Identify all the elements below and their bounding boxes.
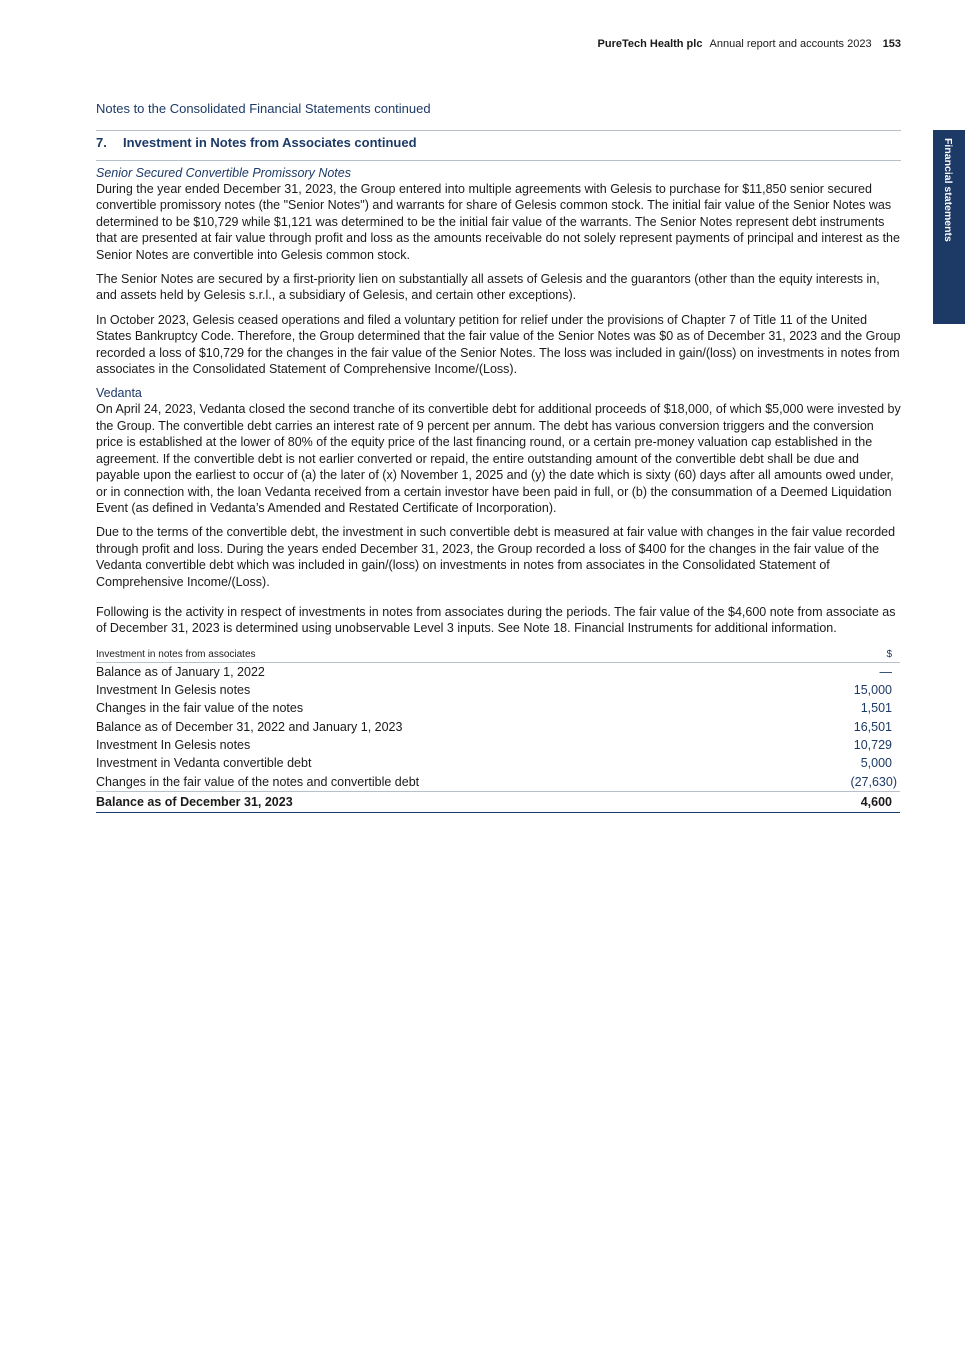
section-divider: [96, 160, 901, 161]
senior-notes-heading: Senior Secured Convertible Promissory Notes: [96, 166, 351, 180]
table-row: [96, 754, 900, 772]
section-title: Investment in Notes from Associates continued: [123, 135, 417, 150]
activity-table: [96, 649, 900, 813]
table-row: [96, 773, 900, 792]
row-value: —: [879, 664, 892, 679]
total-value: 4,600: [793, 791, 900, 812]
activity-intro: Following is the activity in respect of investments in notes from associates during the periods. The fair value of the $4,600 note from associate as of December 31, 2023 is determined using unobservable Level 3 inputs. See Note 18. Financial Instruments for additional information.: [96, 604, 896, 636]
paragraph: In October 2023, Gelesis ceased operations and filed a voluntary petition for relief under the provisions of Chapter 7 of Title 11 of the United States Bankruptcy Code. Therefore, the Group determined that the fair value of the Senior Notes was $0 as of December 31, 2023 and the Group recorded a loss of $10,729 for the changes in the fair value of the Senior Notes. The loss was included in gain/(loss) on investments in notes from associates in the Consolidated Statement of Comprehensive Income/(Loss).: [96, 312, 901, 377]
row-value: 5,000: [860, 756, 892, 771]
table-header-label: Investment in notes from associates: [96, 649, 793, 663]
row-value: 16,501: [853, 719, 892, 734]
section-heading: [96, 131, 901, 160]
row-label: Balance as of December 31, 2022 and January 1, 2023: [96, 719, 403, 734]
row-label: Investment In Gelesis notes: [96, 683, 251, 698]
paragraph: On April 24, 2023, Vedanta closed the second tranche of its convertible debt for additional proceeds of $18,000, of which $5,000 were invested by the Group. The convertible debt carries an interest rate of 9 percent per annum. The debt has various conversion triggers and the conversion price is established at the lower of 80% of the equity price of the last financing round, or a certain pre-money valuation cap established in the agreement. If the convertible debt is not earlier converted or repaid, the entire outstanding amount of the convertible debt shall be due and payable upon the earliest to occur of (a) the later of (x) November 1, 2025 and (y) the date which is sixty (60) days after all amounts owed under, or in connection with, the loan Vedanta received from a certain investor have been paid in full, or (b) the consummation of a Deemed Liquidation Event (as defined in Vedanta’s Amended and Restated Certificate of Incorporation).: [96, 402, 901, 515]
table-header-row: [96, 649, 900, 663]
company-name: PureTech Health plc: [597, 38, 703, 50]
paragraph: During the year ended December 31, 2023, the Group entered into multiple agreements with Gelesis to purchase for $11,850 senior secured convertible promissory notes (the "Senior Notes") and warrants for share of Gelesis common stock. The initial fair value of the Senior Notes was determined to be $10,729 while $1,121 was determined to be the initial fair value of the warrants. The Senior Notes represent debt instruments that are presented at fair value through profit and loss as the amounts receivable do not solely represent payments of principal and interest as the Senior Notes are convertible into Gelesis common stock.: [96, 182, 900, 262]
row-value: 10,729: [853, 738, 892, 753]
row-label: Investment In Gelesis notes: [96, 738, 251, 753]
row-value: 15,000: [853, 683, 892, 698]
side-tab-label: Financial statements: [942, 138, 954, 242]
page-header: [598, 38, 901, 50]
section-side-tab: [933, 130, 965, 324]
notes-title: Notes to the Consolidated Financial Statements continued: [96, 101, 431, 116]
row-value: 1,501: [860, 701, 892, 716]
row-label: Balance as of January 1, 2022: [96, 664, 265, 679]
table-row: [96, 736, 900, 754]
document-title: Annual report and accounts 2023: [709, 38, 872, 50]
table-row: [96, 681, 900, 699]
table-row: [96, 662, 900, 681]
row-label: Changes in the fair value of the notes and convertible debt: [96, 773, 793, 792]
vedanta-heading: Vedanta: [96, 386, 142, 401]
page-number: 153: [882, 38, 901, 50]
row-label: Changes in the fair value of the notes: [96, 701, 304, 716]
total-label: Balance as of December 31, 2023: [96, 791, 793, 812]
row-label: Investment in Vedanta convertible debt: [96, 756, 312, 771]
table-row: [96, 718, 900, 736]
row-value: (27,630): [793, 773, 900, 792]
paragraph: The Senior Notes are secured by a first-priority lien on substantially all assets of Gelesis and the guarantors (other than the equity interests in, and assets held by Gelesis s.r.l., a subsidiary of Gelesis, and certain other exceptions).: [96, 272, 880, 303]
table-row: [96, 699, 900, 717]
table-total-row: [96, 791, 900, 812]
page-content: [96, 100, 901, 813]
table-header-unit: $: [793, 649, 900, 663]
paragraph: Due to the terms of the convertible debt, the investment in such convertible debt is measured at fair value with changes in the fair value recorded through profit and loss. During the years ended December 31, 2023, the Group recorded a loss of $400 for the changes in the fair value of the Vedanta convertible debt which was included in gain/(loss) on investments in notes from associates in the Consolidated Statement of Comprehensive Income/(Loss).: [96, 525, 896, 589]
section-number: 7.: [96, 135, 107, 150]
